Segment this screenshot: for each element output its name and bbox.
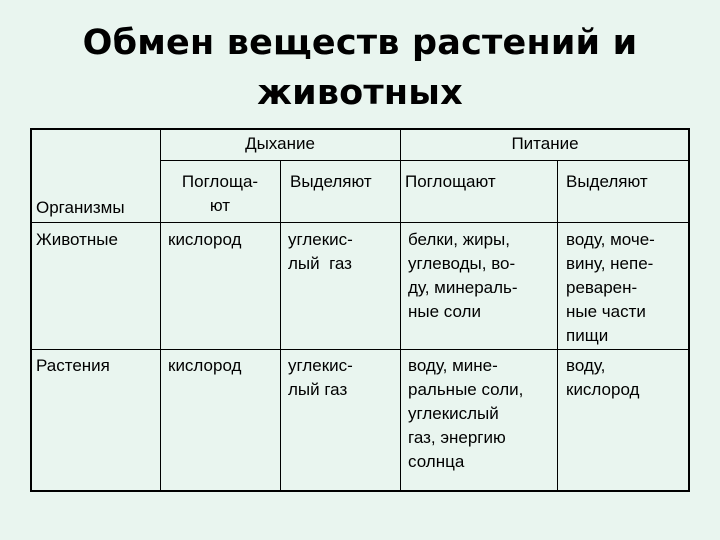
cell-line: вину, непе- xyxy=(566,254,654,273)
table-rule-row-1 xyxy=(30,349,690,350)
cell-line: лый газ xyxy=(288,254,352,273)
header-emit-nutrition: Выделяют xyxy=(566,172,648,191)
table-col-2-divider xyxy=(280,160,281,492)
row-animals-emit-respiration xyxy=(288,228,353,276)
table-col-3-divider xyxy=(400,128,401,492)
header-organisms: Организмы xyxy=(36,198,125,217)
header-absorb-respiration-line-2: ют xyxy=(209,196,231,215)
cell-line: солнца xyxy=(408,452,465,471)
table-border-left xyxy=(30,128,32,492)
table-rule-header xyxy=(160,160,690,161)
cell-line: воду, xyxy=(566,356,606,375)
cell-line: кислород xyxy=(566,380,640,399)
cell-line: ные соли xyxy=(408,302,481,321)
row-animals-organism: Животные xyxy=(36,230,118,249)
row-animals-absorb-respiration: кислород xyxy=(168,230,242,249)
slide-title-line-2: животных xyxy=(257,73,463,113)
cell-line: углекислый xyxy=(408,404,499,423)
slide-title-line-1: Обмен веществ растений и xyxy=(82,23,638,63)
cell-line: ду, минераль- xyxy=(408,278,518,297)
cell-line: углекис- xyxy=(288,356,353,375)
cell-line: углекис- xyxy=(288,230,353,249)
cell-line: воду, моче- xyxy=(566,230,655,249)
cell-line: реварен- xyxy=(566,278,638,297)
header-nutrition: Питание xyxy=(511,134,579,153)
table-rule-header-bottom xyxy=(30,222,690,223)
cell-line: ральные соли, xyxy=(408,380,524,399)
row-animals-absorb-nutrition xyxy=(408,228,518,324)
row-plants-organism: Растения xyxy=(36,356,110,375)
cell-line: ные части xyxy=(566,302,646,321)
cell-line: воду, мине- xyxy=(408,356,498,375)
cell-line: пищи xyxy=(566,326,609,345)
cell-line: белки, жиры, xyxy=(408,230,510,249)
table-border-top xyxy=(30,128,690,130)
row-plants-absorb-respiration: кислород xyxy=(168,356,242,375)
row-animals-emit-nutrition xyxy=(566,228,655,348)
table-col-4-divider xyxy=(557,160,558,492)
header-absorb-respiration-line-1: Поглоща- xyxy=(181,172,259,191)
row-plants-emit-respiration xyxy=(288,354,353,402)
header-absorb-respiration xyxy=(160,170,280,218)
cell-line: газ, энергию xyxy=(408,428,506,447)
row-plants-emit-nutrition xyxy=(566,354,639,402)
cell-line: лый газ xyxy=(288,380,348,399)
table-border-right xyxy=(688,128,690,492)
row-plants-absorb-nutrition xyxy=(408,354,523,474)
table-border-bottom xyxy=(30,490,690,492)
cell-line: углеводы, во- xyxy=(408,254,516,273)
header-absorb-nutrition: Поглощают xyxy=(405,172,496,191)
header-emit-respiration: Выделяют xyxy=(290,172,372,191)
header-respiration: Дыхание xyxy=(245,134,315,153)
